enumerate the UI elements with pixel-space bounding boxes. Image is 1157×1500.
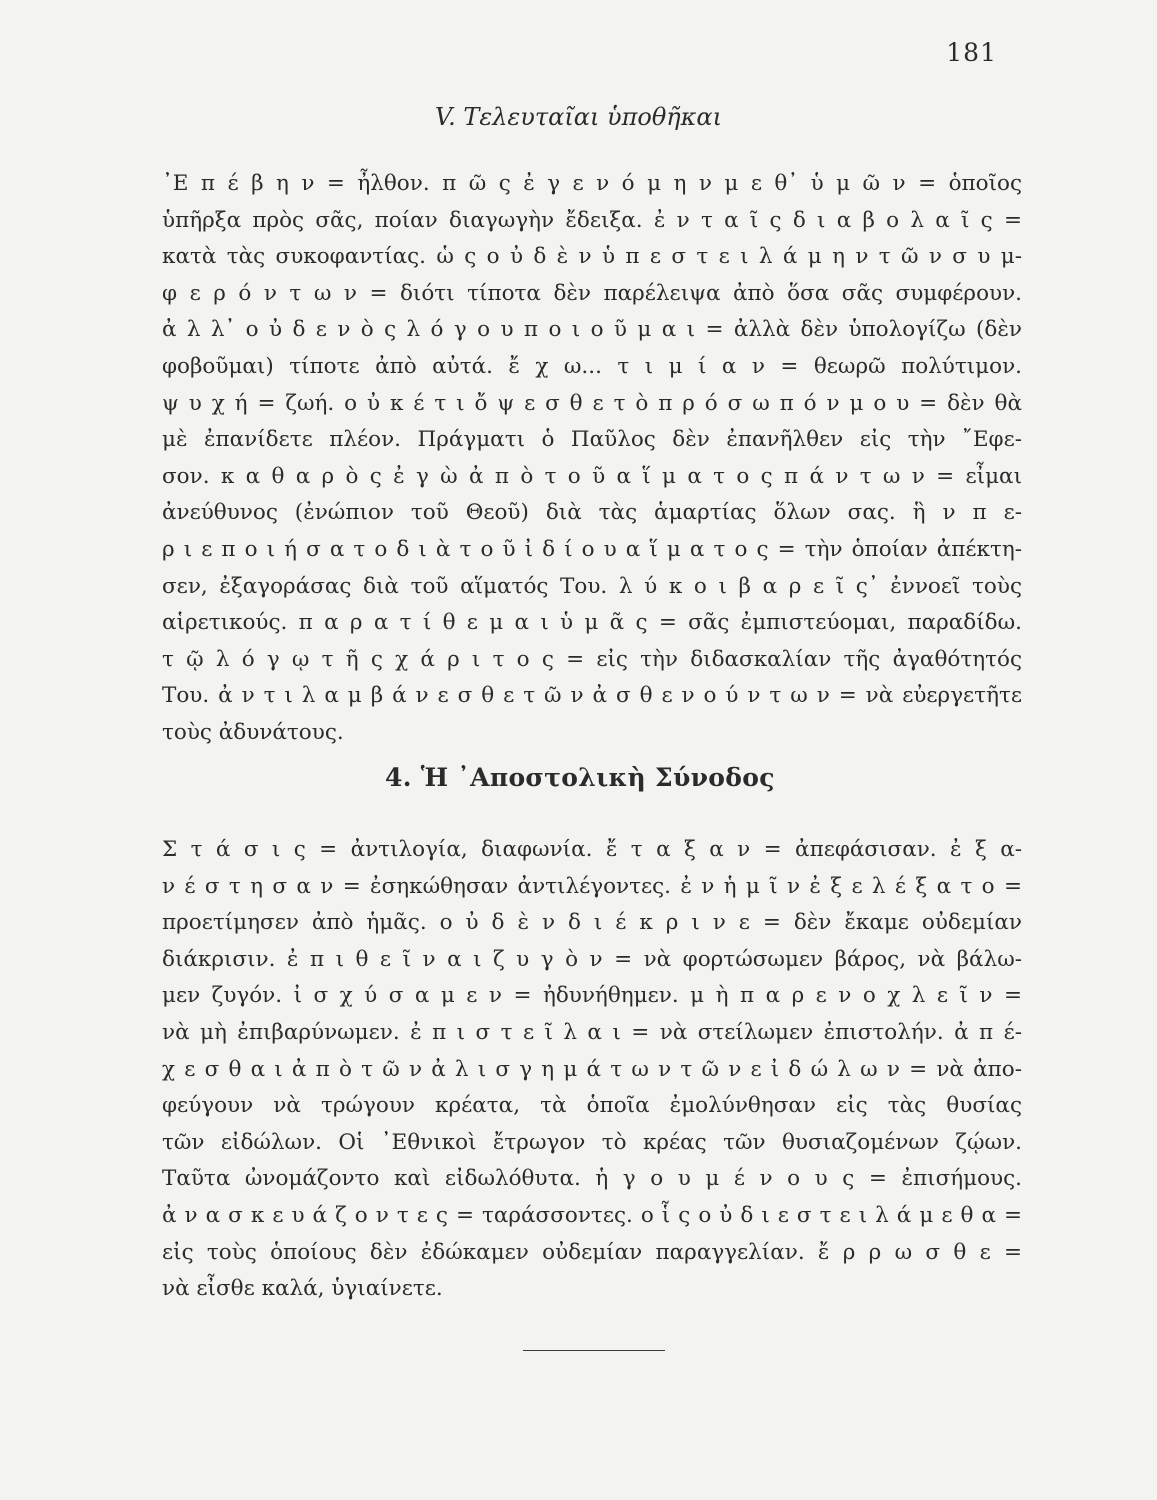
text-line: φ ε ρ ό ν τ ω ν = διότι τίποτα δὲν παρέλειψα ἀπὸ ὅσα σᾶς συμφέρουν.: [162, 280, 1022, 306]
text-line: αἱρετικούς. π α ρ α τ ί θ ε μ α ι ὑ μ ᾶ ς = σᾶς ἐμπιστεύομαι, παραδίδω.: [162, 610, 1022, 636]
end-divider: [523, 1350, 665, 1351]
text-line: νὰ μὴ ἐπιβαρύνωμεν. ἐ π ι σ τ ε ῖ λ α ι = νὰ στείλωμεν ἐπιστολήν. ἀ π έ-: [162, 1019, 1022, 1045]
text-line: τοὺς ἀδυνάτους.: [162, 719, 344, 745]
text-line: νὰ εἶσθε καλά, ὑγιαίνετε.: [162, 1276, 443, 1302]
text-line: τῶν εἰδώλων. Οἱ ᾿Εθνικοὶ ἔτρωγον τὸ κρέας τῶν θυσιαζομένων ζῴων.: [162, 1129, 1022, 1155]
text-line: ν έ σ τ η σ α ν = ἐσηκώθησαν ἀντιλέγοντες. ἐ ν ἡ μ ῖ ν ἐ ξ ε λ έ ξ α τ ο =: [162, 873, 1022, 899]
text-line: ἀνεύθυνος (ἐνώπιον τοῦ Θεοῦ) διὰ τὰς ἁμαρτίας ὅλων σας. ἣ ν π ε-: [162, 500, 1022, 526]
text-line: μὲ ἐπανίδετε πλέον. Πράγματι ὁ Παῦλος δὲν ἐπανῆλθεν εἰς τὴν ῎Εφε-: [162, 427, 1022, 453]
chapter-body: [162, 832, 1022, 1308]
page-number: 181: [946, 38, 997, 67]
section-heading: V. Τελευταῖαι ὑποθῆκαι: [434, 103, 723, 131]
text-line: τ ῷ λ ό γ ῳ τ ῆ ς χ ά ρ ι τ ο ς = εἰς τὴν διδασκαλίαν τῆς ἀγαθότητός: [162, 646, 1022, 672]
text-line: σεν, ἐξαγοράσας διὰ τοῦ αἵματός Του. λ ύ κ ο ι β α ρ ε ῖ ς᾿ ἐννοεῖ τοὺς: [162, 573, 1022, 599]
text-line: ἀ λ λ᾿ ο ὐ δ ε ν ὸ ς λ ό γ ο υ π ο ι ο ῦ μ α ι = ἀλλὰ δὲν ὑπολογίζω (δὲν: [162, 317, 1022, 343]
text-line: ᾿Ε π έ β η ν = ἦλθον. π ῶ ς ἐ γ ε ν ό μ η ν μ ε θ᾿ ὑ μ ῶ ν = ὁποῖος: [162, 171, 1022, 196]
text-line: χ ε σ θ α ι ἀ π ὸ τ ῶ ν ἀ λ ι σ γ η μ ά τ ω ν τ ῶ ν ε ἰ δ ώ λ ω ν = νὰ ἀπο-: [162, 1056, 1022, 1082]
text-line: ψ υ χ ή = ζωή. ο ὐ κ έ τ ι ὄ ψ ε σ θ ε τ ὸ π ρ ό σ ω π ό ν μ ο υ = δὲν θὰ: [162, 390, 1022, 416]
text-line: Του. ἀ ν τ ι λ α μ β ά ν ε σ θ ε τ ῶ ν ἀ σ θ ε ν ο ύ ν τ ω ν = νὰ εὐεργετῆτε: [162, 683, 1022, 709]
text-line: ὑπῆρξα πρὸς σᾶς, ποίαν διαγωγὴν ἔδειξα. ἐ ν τ α ῖ ς δ ι α β ο λ α ῖ ς =: [162, 207, 1022, 233]
section-body: [162, 166, 1022, 752]
text-line: φοβοῦμαι) τίποτε ἀπὸ αὐτά. ἔ χ ω... τ ι μ ί α ν = θεωρῶ πολύτιμον.: [162, 353, 1022, 379]
text-line: εἰς τοὺς ὁποίους δὲν ἐδώκαμεν οὐδεμίαν παραγγελίαν. ἔ ρ ρ ω σ θ ε =: [162, 1239, 1022, 1265]
text-line: Ταῦτα ὠνομάζοντο καὶ εἰδωλόθυτα. ἡ γ ο υ μ έ ν ο υ ς = ἐπισήμους.: [162, 1166, 1022, 1192]
text-line: προετίμησεν ἀπὸ ἡμᾶς. ο ὐ δ ὲ ν δ ι έ κ ρ ι ν ε = δὲν ἔκαμε οὐδεμίαν: [162, 910, 1022, 936]
chapter-heading: 4. Ἡ ᾿Αποστολικὴ Σύνοδος: [385, 763, 775, 792]
text-line: ἀ ν α σ κ ε υ ά ζ ο ν τ ε ς = ταράσσοντες. ο ἷ ς ο ὐ δ ι ε σ τ ε ι λ ά μ ε θ α =: [162, 1202, 1022, 1228]
text-line: ρ ι ε π ο ι ή σ α τ ο δ ι ὰ τ ο ῦ ἰ δ ί ο υ α ἵ μ α τ ο ς = τὴν ὁποίαν ἀπέκτη-: [162, 536, 1022, 562]
text-line: Σ τ ά σ ι ς = ἀντιλογία, διαφωνία. ἔ τ α ξ α ν = ἀπεφάσισαν. ἐ ξ α-: [162, 837, 1022, 862]
text-line: σον. κ α θ α ρ ὸ ς ἐ γ ὼ ἀ π ὸ τ ο ῦ α ἵ μ α τ ο ς π ά ν τ ω ν = εἶμαι: [162, 463, 1022, 489]
text-line: διάκρισιν. ἐ π ι θ ε ῖ ν α ι ζ υ γ ὸ ν = νὰ φορτώσωμεν βάρος, νὰ βάλω-: [162, 946, 1022, 972]
text-line: μεν ζυγόν. ἰ σ χ ύ σ α μ ε ν = ἠδυνήθημεν. μ ὴ π α ρ ε ν ο χ λ ε ῖ ν =: [162, 983, 1022, 1009]
text-line: φεύγουν νὰ τρώγουν κρέατα, τὰ ὁποῖα ἐμολύνθησαν εἰς τὰς θυσίας: [162, 1093, 1022, 1119]
text-line: κατὰ τὰς συκοφαντίας. ὡ ς ο ὐ δ ὲ ν ὑ π ε σ τ ε ι λ ά μ η ν τ ῶ ν σ υ μ-: [162, 244, 1022, 270]
